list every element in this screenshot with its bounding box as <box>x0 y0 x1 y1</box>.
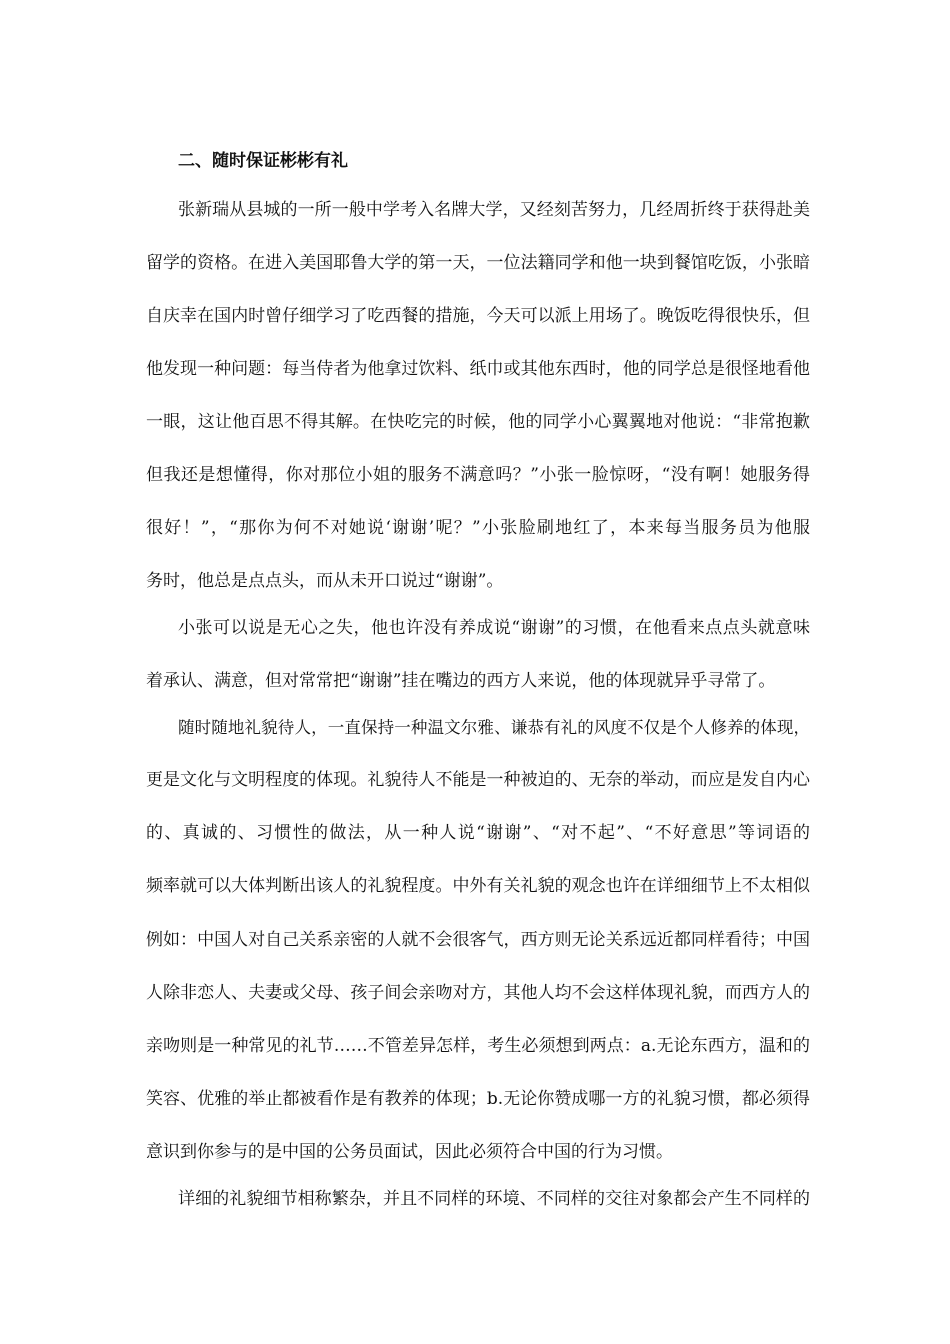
paragraph-1-line-8: 务时，他总是点点头，而从未开口说过“谢谢”。 <box>146 571 504 591</box>
paragraph-3-line-7: 亲吻则是一种常见的礼节……不管差异怎样，考生必须想到两点：a.无论东西方，温和的 <box>146 1036 810 1056</box>
paragraph-1-line-2: 留学的资格。在进入美国耶鲁大学的第一天，一位法籍同学和他一块到餐馆吃饭，小张暗 <box>146 253 810 273</box>
paragraph-3-line-3: 的、真诚的、习惯性的做法，从一种人说“谢谢”、“对不起”、“不好意思”等词语的 <box>146 823 810 843</box>
paragraph-3-line-5: 例如：中国人对自己关系亲密的人就不会很客气，西方则无论关系远近都同样看待；中国 <box>146 930 810 950</box>
paragraph-1-line-1: 张新瑞从县城的一所一般中学考入名牌大学，又经刻苦努力，几经周折终于获得赴美 <box>178 200 810 220</box>
paragraph-1-line-5: 一眼，这让他百思不得其解。在快吃完的时候，他的同学小心翼翼地对他说：“非常抱歉 <box>146 412 810 432</box>
paragraph-1-line-4: 他发现一种问题：每当侍者为他拿过饮料、纸巾或其他东西时，他的同学总是很怪地看他 <box>146 359 810 379</box>
paragraph-3-line-4: 频率就可以大体判断出该人的礼貌程度。中外有关礼貌的观念也许在详细细节上不太相似 <box>146 876 810 896</box>
paragraph-2-line-2: 着承认、满意，但对常常把“谢谢”挂在嘴边的西方人来说，他的体现就异乎寻常了。 <box>146 671 776 691</box>
section-heading: 二、随时保证彬彬有礼 <box>178 151 348 171</box>
paragraph-1-line-3: 自庆幸在国内时曾仔细学习了吃西餐的措施，今天可以派上用场了。晚饭吃得很快乐，但 <box>146 306 810 326</box>
paragraph-1-line-6: 但我还是想懂得，你对那位小姐的服务不满意吗？”小张一脸惊呀，“没有啊！她服务得 <box>146 465 810 485</box>
paragraph-3-line-2: 更是文化与文明程度的体现。礼貌待人不能是一种被迫的、无奈的举动，而应是发自内心 <box>146 770 810 790</box>
paragraph-3-line-6: 人除非恋人、夫妻或父母、孩子间会亲吻对方，其他人均不会这样体现礼貌，而西方人的 <box>146 983 810 1003</box>
paragraph-3-line-8: 笑容、优雅的举止都被看作是有教养的体现；b.无论你赞成哪一方的礼貌习惯，都必须得 <box>146 1089 810 1109</box>
paragraph-4-line-1: 详细的礼貌细节相称繁杂，并且不同样的环境、不同样的交往对象都会产生不同样的 <box>178 1189 810 1209</box>
paragraph-3-line-1: 随时随地礼貌待人，一直保持一种温文尔雅、谦恭有礼的风度不仅是个人修养的体现， <box>178 718 810 737</box>
paragraph-2-line-1: 小张可以说是无心之失，他也许没有养成说“谢谢”的习惯，在他看来点点头就意味 <box>178 618 810 638</box>
paragraph-1-line-7: 很好！”，“那你为何不对她说‘谢谢’呢？”小张脸刷地红了，本来每当服务员为他服 <box>146 518 810 538</box>
paragraph-3-line-9: 意识到你参与的是中国的公务员面试，因此必须符合中国的行为习惯。 <box>146 1142 673 1162</box>
